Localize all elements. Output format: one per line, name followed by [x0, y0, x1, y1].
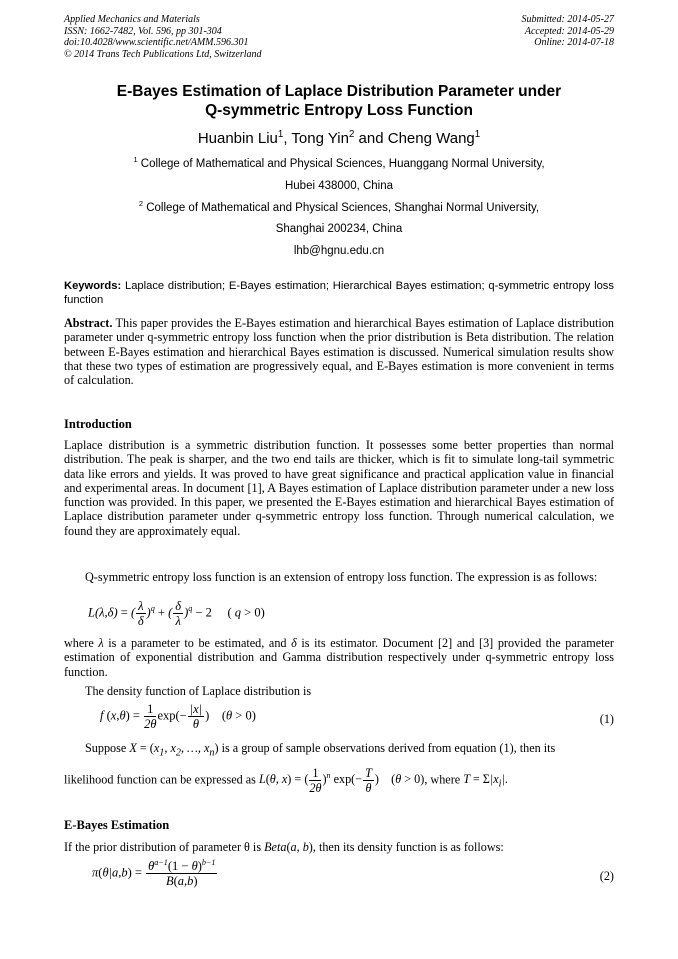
author-2-sup: 2	[348, 129, 355, 140]
author-1: Huanbin Liu	[197, 130, 278, 147]
title-line-2: Q-symmetric Entropy Loss Function	[205, 102, 473, 119]
beta-params: a, b	[290, 840, 309, 854]
eb-text-c: ), then its density function is as follows:	[308, 840, 504, 854]
p3-text-a: where	[64, 636, 99, 650]
affiliation-2-city: Shanghai 200234, China	[275, 223, 403, 235]
p5-text-b: is a group of sample observations derived from equation (1), then its	[218, 741, 556, 755]
p3-text-c: is its estimator. Document [2] and [3] provided the parameter estimation of exponential distribution and Gamma distribution respectively under q-symmetric entropy loss function.	[64, 636, 614, 679]
introduction-paragraph-1: Laplace distribution is a symmetric distribution function. It possesses some better properties than normal distribution. The peak is sharper, and the two end tails are thicker, which is fit to simulate long-tail symmetric data like errors and yields. It was proved to have great significance and practical application value in financial and experimental areas. In document [1], A Bayes estimation of Laplace distribution parameter under a new loss function was provided. In this paper, we presented the E-Bayes estimation and hierarchical Bayes estimation of Laplace distribution parameter under q-symmetric entropy loss function. Through numerical calculation, we found they are approximately equal.	[64, 438, 614, 538]
loss-function-equation: L(λ,δ) = ( $\frac{\lambda}{\delta}$ )$^q$ + ( $\frac{\delta}{\lambda}$ )$^q$ − 2 ( q > 0)	[88, 599, 265, 628]
affiliation-2	[40, 201, 638, 215]
submitted-date: Submitted: 2014-05-27	[521, 14, 614, 25]
affiliation-1	[40, 157, 638, 171]
dates-header	[522, 14, 615, 49]
keywords-text: Laplace distribution; E-Bayes estimation; Hierarchical Bayes estimation; q-symmetric entropy loss function	[64, 280, 614, 306]
author-sep-1: ,	[283, 130, 292, 147]
affiliation-2-sup: 2	[138, 199, 144, 209]
keywords	[64, 279, 614, 307]
affiliation-2-line-1: College of Mathematical and Physical Sciences, Shanghai Normal University,	[146, 202, 540, 214]
author-3: Cheng Wang	[387, 130, 475, 147]
equation-1-number: (1)	[599, 712, 614, 726]
p6-where: , where	[424, 772, 464, 787]
journal-header	[64, 14, 262, 60]
beta-word: Beta	[264, 840, 287, 854]
author-list	[40, 130, 638, 147]
equation-2-number: (2)	[599, 869, 614, 883]
abstract-label: Abstract.	[64, 316, 113, 330]
paper-title	[40, 82, 638, 120]
affiliation-1-sup: 1	[133, 155, 138, 165]
beta-prior-equation: π(θ|a,b) = $\frac{\theta^{a-1}(1 - \theta)^{b-1}}{B(a,b)}$	[92, 857, 216, 888]
affiliation-1-city: Hubei 438000, China	[284, 180, 394, 192]
ebayes-heading: E-Bayes Estimation	[64, 818, 170, 832]
title-line-1: E-Bayes Estimation of Laplace Distribution Parameter under	[116, 83, 562, 100]
eb-text-b: (	[286, 840, 291, 854]
introduction-paragraph-6	[64, 766, 614, 795]
journal-name: Applied Mechanics and Materials	[64, 14, 200, 25]
keywords-label: Keywords:	[64, 280, 122, 292]
author-3-sup: 1	[474, 129, 481, 140]
delta-symbol: δ	[291, 636, 297, 650]
p3-text-b: is a parameter to be estimated, and	[103, 636, 292, 650]
introduction-paragraph-3	[64, 636, 614, 679]
likelihood-equation: L(θ, x) = ( $\frac{1}{2\theta}$ )$^n$ exp(− $\frac{T}{\theta}$ ) (θ > 0)	[258, 766, 425, 795]
abstract-text: This paper provides the E-Bayes estimation and hierarchical Bayes estimation of Laplace distribution parameter under q-symmetric entropy loss function when the prior distribution is Beta distribution. The relation between E-Bayes estimation and hierarchical Bayes estimation is discussed. Numerical simulation results show that these two types of estimation are progressively equal, and E-Bayes estimation is more convenient in terms of calculation.	[64, 316, 615, 388]
issn-line: ISSN: 1662-7482, Vol. 596, pp 301-304	[64, 25, 222, 37]
copyright-line: © 2014 Trans Tech Publications Ltd, Switzerland	[64, 48, 262, 60]
affiliation-1-line-1: College of Mathematical and Physical Sciences, Huanggang Normal University,	[140, 158, 545, 170]
doi-line: doi:10.4028/www.scientific.net/AMM.596.301	[64, 37, 249, 48]
laplace-density-equation: f (x,θ) = $\frac{1}{2\theta}$ exp(− $\frac{|x|}{\theta}$ ) (θ > 0)	[100, 702, 256, 731]
introduction-heading: Introduction	[64, 417, 132, 431]
accepted-date: Accepted: 2014-05-29	[524, 25, 614, 37]
sample-vector: $X = (x_1$, $x_2$, …, $x_n$)	[129, 741, 219, 759]
lambda-symbol: λ	[98, 636, 104, 650]
online-date: Online: 2014-07-18	[534, 37, 614, 48]
eb-text-a: If the prior distribution of parameter θ is	[64, 840, 265, 854]
sum-definition: $T = \Sigma|x_i|$.	[463, 772, 508, 790]
contact-email: lhb@hgnu.edu.cn	[293, 245, 385, 257]
author-2: Tong Yin	[291, 130, 349, 147]
author-sep-2: and	[354, 130, 388, 147]
introduction-paragraph-2: Q-symmetric entropy loss function is an extension of entropy loss function. The expression is as follows:	[85, 570, 598, 584]
introduction-paragraph-4: The density function of Laplace distribution is	[85, 684, 312, 698]
p5-text-a: Suppose	[85, 741, 130, 755]
author-1-sup: 1	[277, 129, 284, 140]
p6-text-a: likelihood function can be expressed as	[64, 772, 259, 787]
introduction-paragraph-5	[64, 741, 614, 761]
ebayes-paragraph-1	[64, 840, 614, 854]
abstract	[64, 316, 614, 387]
